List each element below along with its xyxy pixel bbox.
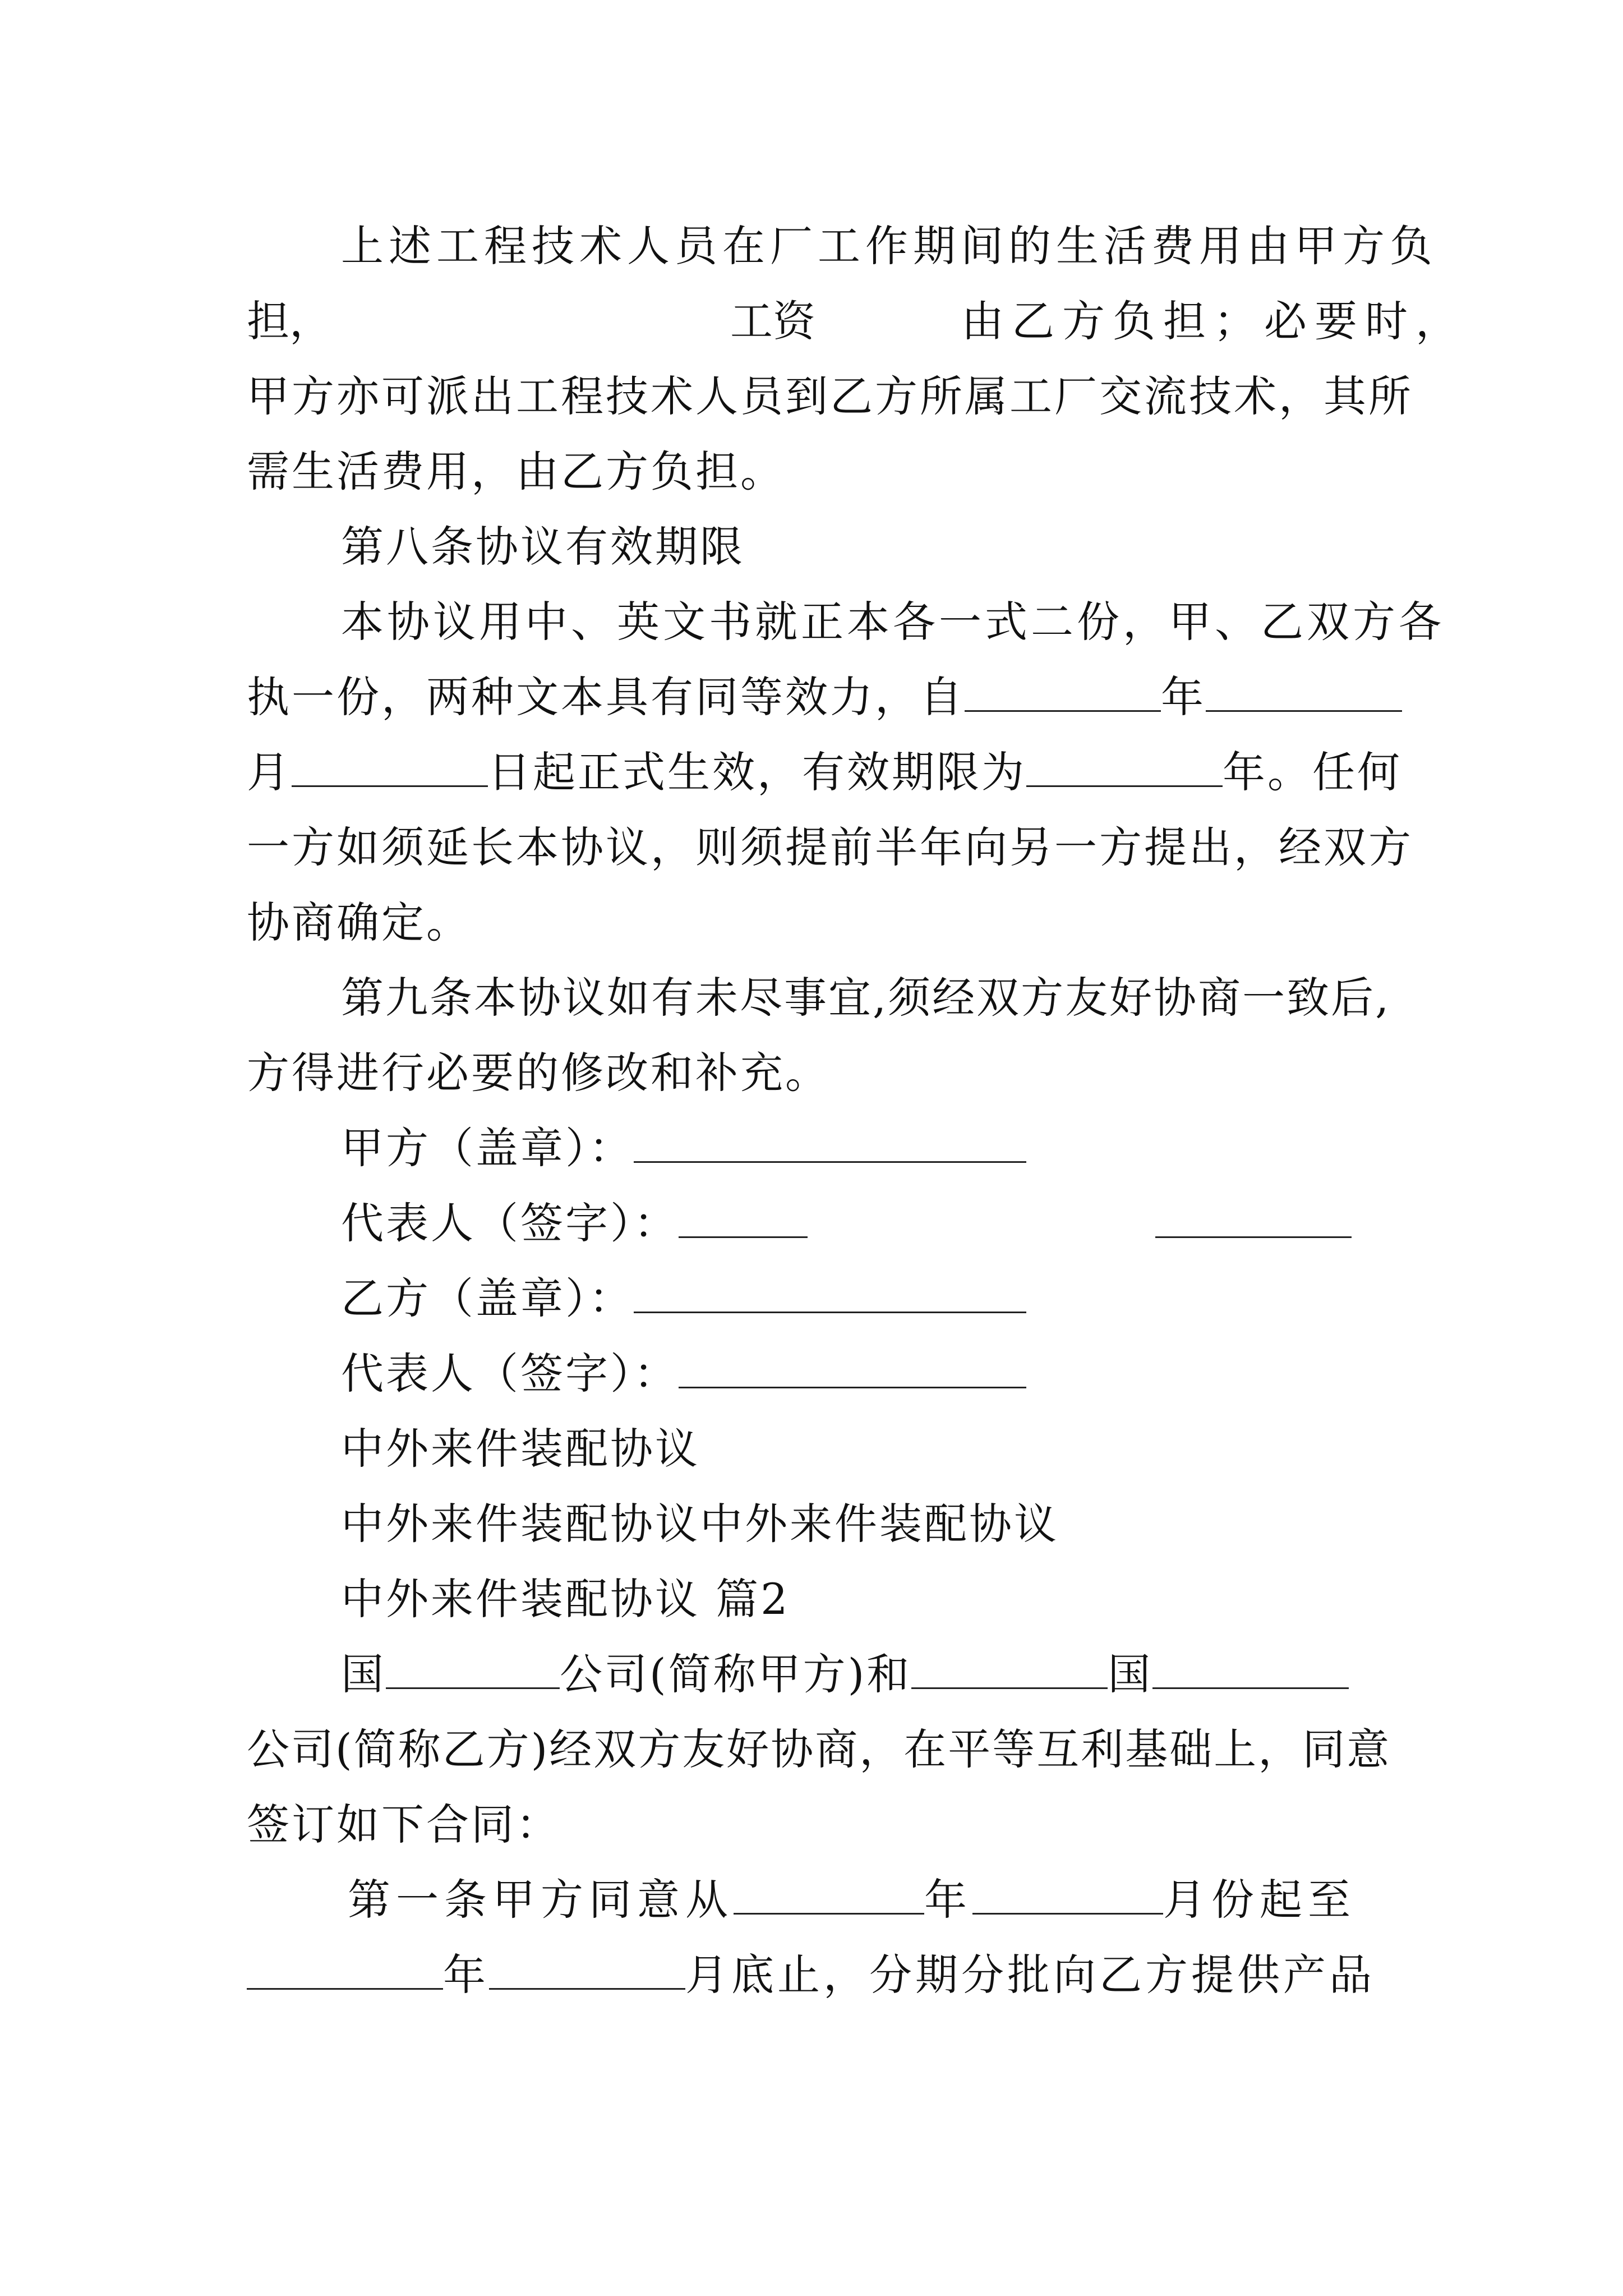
text-line: 需生活费用，由乙方负担。	[247, 447, 785, 496]
article-heading: 第八条协议有效期限	[341, 522, 745, 572]
signature-label: 乙方（盖章）：	[341, 1273, 634, 1323]
signature-field[interactable]	[679, 1353, 1026, 1388]
fill-in-blank-term[interactable]	[1026, 752, 1223, 787]
fill-in-blank-year[interactable]	[965, 677, 1161, 712]
text-fragment: 公司(简称甲方)和	[560, 1649, 912, 1699]
fill-in-blank-company[interactable]	[911, 1654, 1108, 1689]
fill-in-blank-day[interactable]	[292, 752, 488, 787]
signature-field[interactable]	[679, 1203, 808, 1238]
text-fragment: 月底止，分期分批向乙方提供产品	[685, 1950, 1375, 2000]
text-fragment: 执一份，两种文本具有同等效力，自	[247, 672, 965, 722]
text-fragment: 月	[247, 747, 292, 797]
fill-in-blank-month[interactable]	[1206, 677, 1402, 712]
section-title: 中外来件装配协议	[341, 1424, 700, 1474]
text-line	[247, 666, 1402, 728]
text-fragment: 国	[1108, 1649, 1153, 1699]
fill-in-blank-year[interactable]	[734, 1879, 924, 1915]
text-line	[247, 1944, 1375, 2006]
text-fragment: 国	[341, 1649, 386, 1699]
text-line: 方得进行必要的修改和补充。	[247, 1048, 830, 1098]
fill-in-blank-country[interactable]	[386, 1654, 560, 1689]
text-fragment: 担，	[247, 296, 332, 346]
fill-in-blank-country[interactable]	[1152, 1654, 1349, 1689]
signature-label: 代表人（签字）：	[341, 1198, 679, 1248]
text-line: 公司(简称乙方)经双方友好协商，在平等互利基础上，同意	[247, 1724, 1391, 1774]
text-line	[247, 291, 1466, 352]
section-title: 中外来件装配协议中外来件装配协议	[341, 1499, 1059, 1549]
fill-in-blank-month[interactable]	[972, 1879, 1163, 1915]
text-line: 上述工程技术人员在厂工作期间的生活费用由甲方负	[341, 221, 1437, 271]
signature-label: 代表人（签字）：	[341, 1349, 679, 1398]
signature-field[interactable]	[634, 1128, 1026, 1163]
text-fragment: 工资	[730, 296, 815, 346]
signature-line-party-a-rep	[341, 1193, 1352, 1254]
signature-field[interactable]	[1155, 1203, 1352, 1238]
text-fragment: 年。任何	[1223, 747, 1402, 797]
signature-line-party-b-seal	[341, 1268, 1026, 1329]
text-fragment: 月份起至	[1163, 1875, 1356, 1925]
text-fragment: 年	[443, 1950, 489, 2000]
text-fragment: 第一条甲方同意从	[348, 1875, 734, 1925]
signature-line-party-a-seal	[341, 1117, 1026, 1179]
text-line: 第九条本协议如有未尽事宜,须经双方友好协商一致后,	[341, 973, 1391, 1023]
text-fragment: 日起正式生效，有效期限为	[488, 747, 1026, 797]
text-line: 甲方亦可派出工程技术人员到乙方所属工厂交流技术，其所	[247, 371, 1413, 421]
text-line	[247, 742, 1402, 803]
fill-in-blank-year[interactable]	[247, 1954, 443, 1990]
text-line: 协商确定。	[247, 898, 471, 947]
section-title: 中外来件装配协议 篇2	[341, 1574, 790, 1624]
signature-line-party-b-rep	[341, 1343, 1026, 1405]
text-fragment: 由乙方负担；必要时，	[961, 296, 1466, 346]
text-line: 本协议用中、英文书就正本各一式二份，甲、乙双方各	[341, 597, 1445, 647]
text-fragment: 年	[924, 1875, 972, 1925]
signature-field[interactable]	[634, 1278, 1026, 1313]
fill-in-blank-month[interactable]	[489, 1954, 685, 1990]
text-line: 签订如下合同：	[247, 1800, 561, 1849]
text-line	[348, 1869, 1356, 1931]
signature-label: 甲方（盖章）：	[341, 1123, 634, 1173]
text-line: 一方如须延长本协议，则须提前半年向另一方提出，经双方	[247, 822, 1413, 872]
text-fragment: 年	[1161, 672, 1206, 722]
text-line	[341, 1644, 1349, 1705]
